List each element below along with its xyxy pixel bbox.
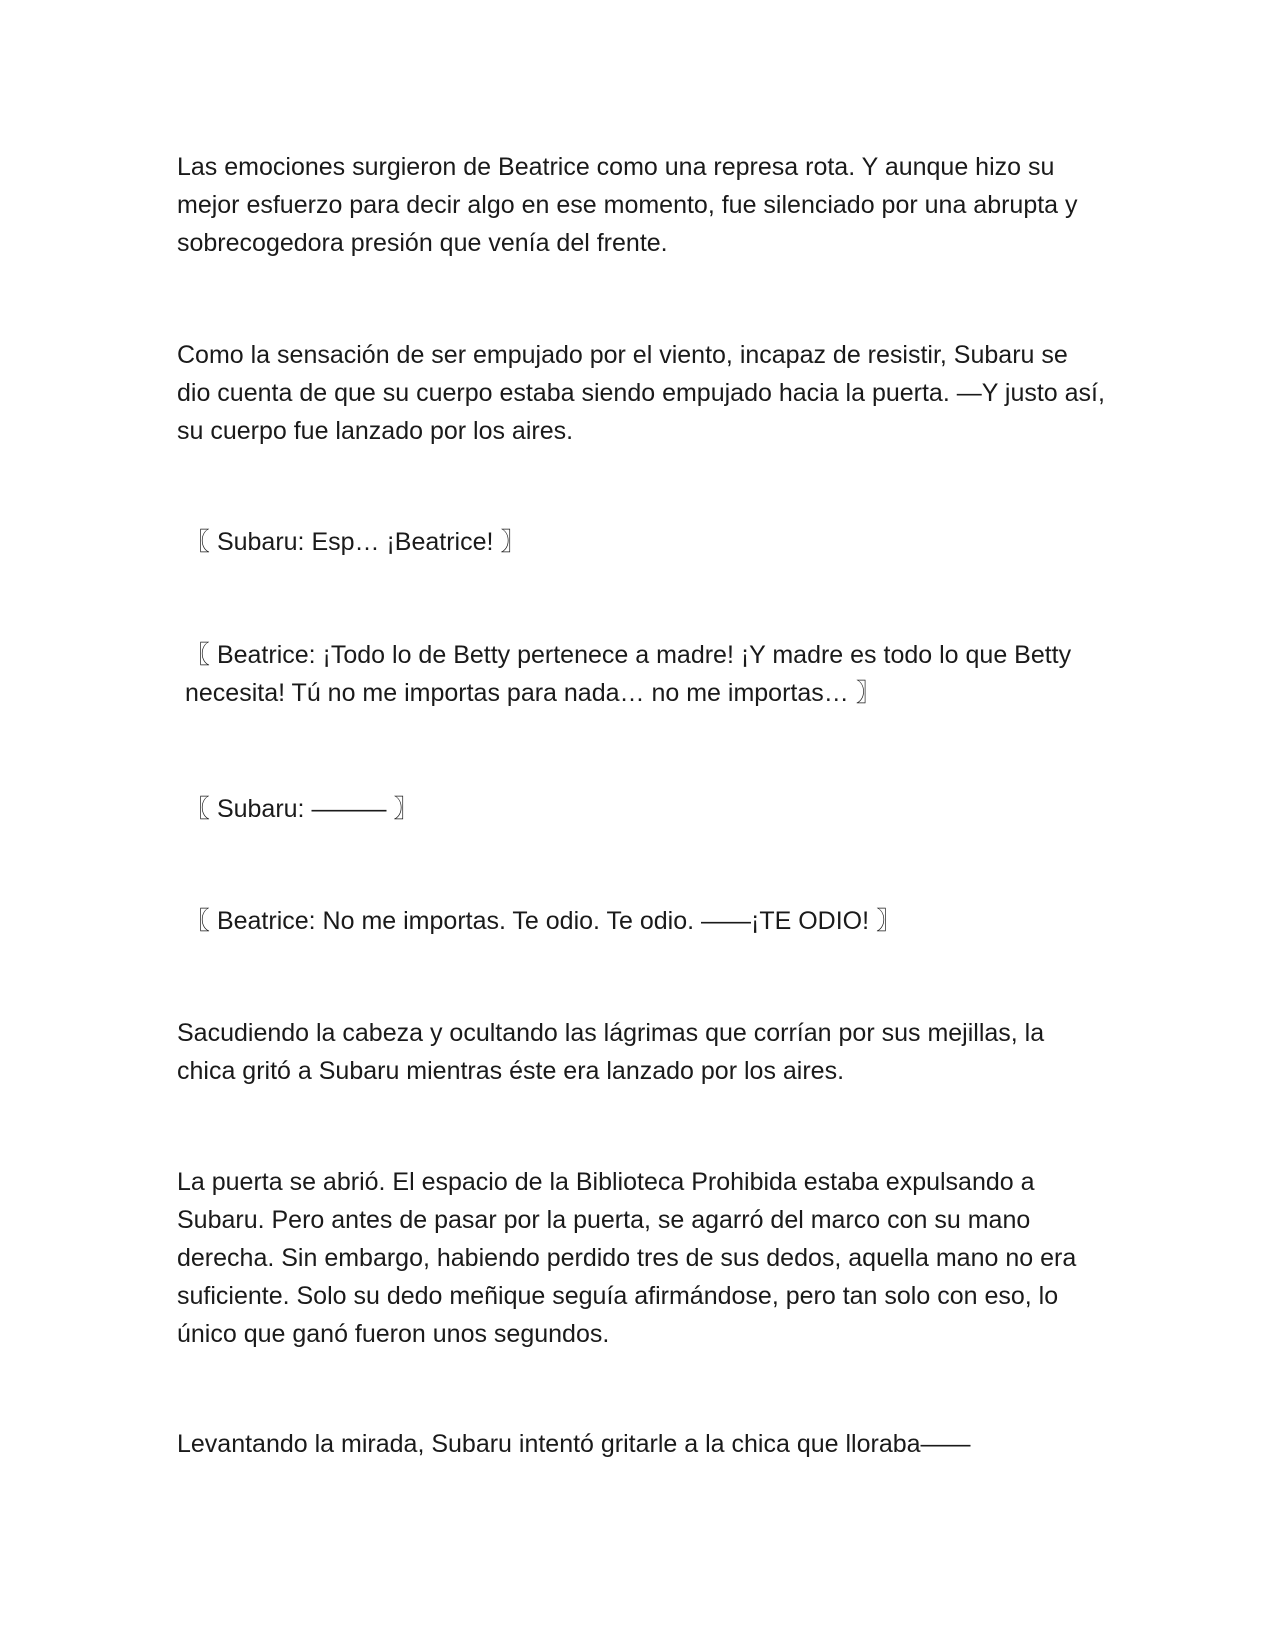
paragraph-narration: Las emociones surgieron de Beatrice como una represa rota. Y aunque hizo su mejor esfuerzo para decir algo en ese momento, fue silenciado por una abrupta y sobrecogedora presión que venía del frente. [177, 153, 1078, 257]
paragraph-narration: Levantando la mirada, Subaru intentó gritarle a la chica que lloraba—— [177, 1430, 971, 1458]
paragraph-dialogue-subaru: 〖 Subaru: ——— 〗 [185, 795, 419, 823]
paragraph-narration: Como la sensación de ser empujado por el viento, incapaz de resistir, Subaru se dio cuenta de que su cuerpo estaba siendo empujado hacia la puerta. —Y justo así, su cuerpo fue lanzado por los aires. [177, 341, 1105, 445]
paragraph-dialogue-beatrice: 〖 Beatrice: No me importas. Te odio. Te odio. ——¡TE ODIO! 〗 [185, 907, 901, 935]
paragraph-narration: Sacudiendo la cabeza y ocultando las lágrimas que corrían por sus mejillas, la chica gritó a Subaru mientras éste era lanzado por los aires. [177, 1019, 1045, 1085]
paragraph-narration: La puerta se abrió. El espacio de la Biblioteca Prohibida estaba expulsando a Subaru. Pero antes de pasar por la puerta, se agarró del marco con su mano derecha. Sin embargo, habiendo perdido tres de sus dedos, aquella mano no era suficiente. Solo su dedo meñique seguía afirmándose, pero tan solo con eso, lo único que ganó fueron unos segundos. [177, 1168, 1077, 1348]
paragraph-dialogue-subaru: 〖 Subaru: Esp… ¡Beatrice! 〗 [185, 528, 526, 556]
paragraph-dialogue-beatrice: 〖 Beatrice: ¡Todo lo de Betty pertenece a madre! ¡Y madre es todo lo que Betty necesita! Tú no me importas para nada… no me importas… 〗 [185, 641, 1072, 707]
